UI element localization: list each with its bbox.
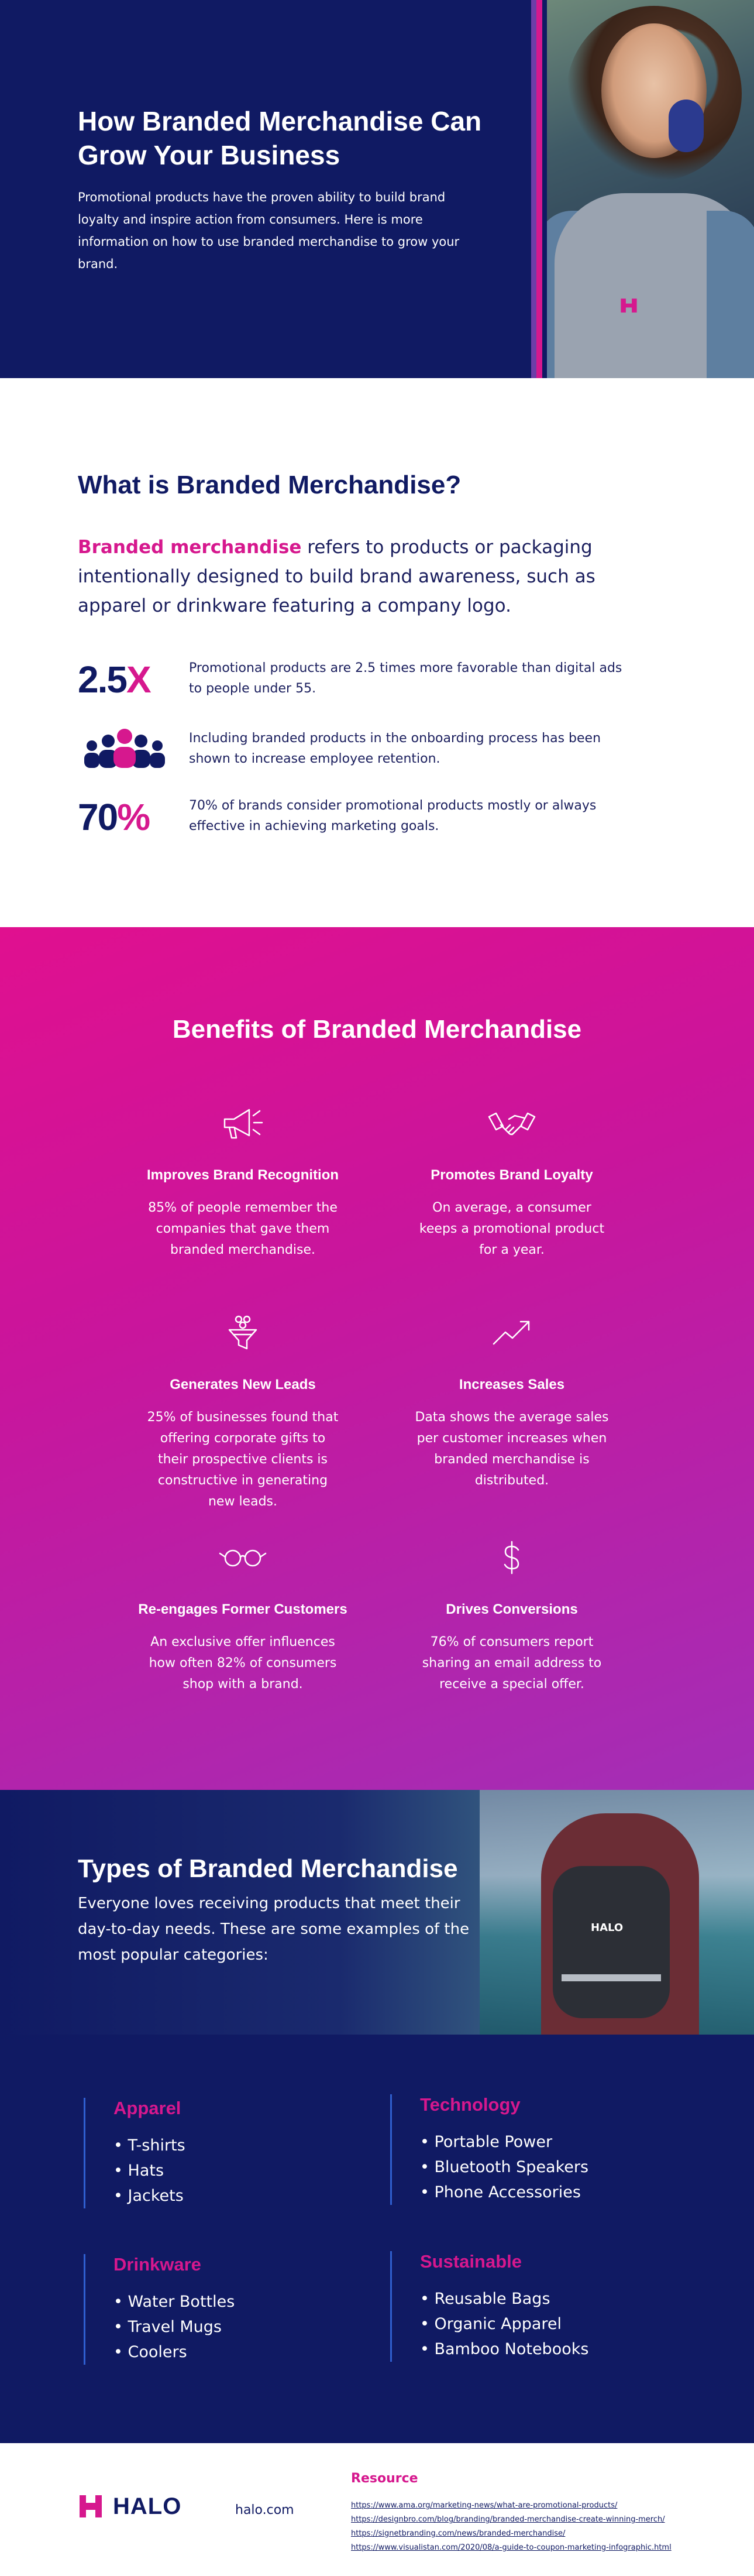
halo-logo-icon (619, 296, 639, 315)
hero-photo-jacket-right (707, 211, 754, 378)
benefit-text: Data shows the average sales per customer increases when branded merchandise is distributed. (415, 1410, 609, 1488)
benefit-title: Improves Brand Recognition (146, 1167, 339, 1183)
category-sustainable (390, 2251, 648, 2362)
hero-description: Promotional products have the proven ability to build brand loyalty and inspire action from consumers. Here is more information on how to use branded merchandise to grow your brand. (78, 190, 460, 271)
list-item: • Portable Power (420, 2129, 648, 2155)
stat-row-70-percent (78, 791, 639, 843)
benefit-new-leads (126, 1312, 360, 1512)
megaphone-icon (216, 1103, 269, 1144)
category-title: Sustainable (420, 2251, 522, 2272)
definition-paragraph (78, 533, 616, 620)
halo-logo[interactable] (78, 2493, 181, 2520)
list-item: • Bluetooth Speakers (420, 2155, 648, 2180)
resource-link[interactable]: https://www.visualistan.com/2020/08/a-guide-to-coupon-marketing-infographic.html (351, 2543, 672, 2552)
types-description: Everyone loves receiving products that meet their day-to-day needs. These are some examples of the most popular categories: (78, 1895, 470, 1964)
benefit-title: Re-engages Former Customers (138, 1601, 347, 1617)
benefit-title: Generates New Leads (170, 1377, 316, 1392)
category-title: Apparel (113, 2098, 181, 2118)
category-title: Drinkware (113, 2254, 201, 2275)
headphones-icon (669, 100, 704, 152)
section-title-types: Types of Branded Merchandise (78, 1854, 458, 1883)
category-title: Technology (420, 2094, 521, 2115)
resource-list (351, 2499, 672, 2555)
list-item: • Jackets (113, 2183, 341, 2208)
hero-section (0, 0, 754, 378)
what-is-section (0, 378, 754, 927)
list-item: • Hats (113, 2158, 341, 2183)
list-item: • Reusable Bags (420, 2286, 648, 2311)
category-drinkware (84, 2254, 341, 2365)
stat-text: Including branded products in the onboarding process has been shown to increase employee retention. (189, 731, 601, 766)
list-item: • Bamboo Notebooks (420, 2337, 648, 2362)
list-item: • T-shirts (113, 2133, 341, 2158)
benefit-drives-conversions (395, 1537, 629, 1695)
hero-photo (531, 0, 754, 378)
list-item: • Organic Apparel (420, 2311, 648, 2337)
stat-figure-70-percent: 70% (78, 796, 150, 838)
category-list (113, 2133, 341, 2208)
benefit-title: Promotes Brand Loyalty (431, 1167, 593, 1183)
categories-section (0, 2035, 754, 2443)
dollar-icon (486, 1537, 538, 1578)
types-section (0, 1790, 754, 2035)
stat-row-retention (78, 723, 639, 776)
benefit-title: Increases Sales (459, 1377, 565, 1392)
benefit-title: Drives Conversions (446, 1601, 578, 1617)
stat-row-2-5x (78, 653, 639, 706)
benefit-text: 25% of businesses found that offering corporate gifts to their prospective clients is constructive in generating new leads. (147, 1410, 339, 1509)
hero-stripe-pink (536, 0, 542, 378)
benefits-section (0, 927, 754, 1790)
benefit-text: On average, a consumer keeps a promotional product for a year. (419, 1200, 605, 1257)
funnel-icon (216, 1312, 269, 1353)
halo-logo-icon (78, 2493, 104, 2520)
definition-text: refers to products or packaging intentionally designed to build brand awareness, such as apparel or drinkware featuring a company logo. (78, 537, 595, 616)
resource-link[interactable]: https://designbro.com/blog/branding/branded-merchandise-create-winning-merch/ (351, 2515, 665, 2524)
category-apparel (84, 2098, 341, 2208)
hero-stripe-navy (542, 0, 547, 378)
backpack-icon (553, 1866, 670, 2018)
benefit-brand-loyalty (395, 1103, 629, 1261)
benefit-increases-sales (395, 1312, 629, 1491)
category-list (420, 2129, 648, 2205)
resource-link[interactable]: https://signetbranding.com/news/branded-merchandise/ (351, 2529, 566, 2538)
stat-figure-2-5x: 2.5X (78, 658, 150, 701)
people-group-icon (78, 723, 171, 776)
benefit-brand-recognition (126, 1103, 360, 1261)
section-title-what-is: What is Branded Merchandise? (78, 471, 462, 499)
list-item: • Travel Mugs (113, 2314, 341, 2340)
footer (0, 2443, 754, 2576)
stat-text: Promotional products are 2.5 times more favorable than digital ads to people under 55. (189, 661, 622, 696)
handshake-icon (486, 1103, 538, 1144)
logo-wordmark: HALO (113, 2493, 182, 2519)
benefit-text: An exclusive offer influences how often 82% of consumers shop with a brand. (149, 1635, 337, 1692)
category-list (113, 2289, 341, 2365)
trending-up-icon (486, 1312, 538, 1353)
backpack-reflective-strip (562, 1974, 661, 1981)
benefit-re-engages-customers (126, 1537, 360, 1695)
benefit-text: 76% of consumers report sharing an email address to receive a special offer. (422, 1635, 602, 1692)
backpack-logo: HALO (591, 1922, 624, 1934)
benefit-text: 85% of people remember the companies that gave them branded merchandise. (148, 1200, 338, 1257)
resource-link[interactable]: https://www.ama.org/marketing-news/what-are-promotional-products/ (351, 2501, 618, 2510)
glasses-icon (216, 1537, 269, 1578)
category-list (420, 2286, 648, 2362)
stat-text: 70% of brands consider promotional products mostly or always effective in achieving marketing goals. (189, 798, 597, 833)
site-link[interactable]: halo.com (235, 2503, 294, 2517)
category-technology (390, 2094, 648, 2205)
list-item: • Coolers (113, 2340, 341, 2365)
list-item: • Water Bottles (113, 2289, 341, 2314)
resource-title: Resource (351, 2471, 418, 2486)
hero-stripe-purple (531, 0, 536, 378)
page-title: How Branded Merchandise Can Grow Your Business (78, 106, 482, 170)
definition-highlight: Branded merchandise (78, 537, 302, 558)
list-item: • Phone Accessories (420, 2180, 648, 2205)
section-title-benefits: Benefits of Branded Merchandise (172, 1015, 582, 1044)
